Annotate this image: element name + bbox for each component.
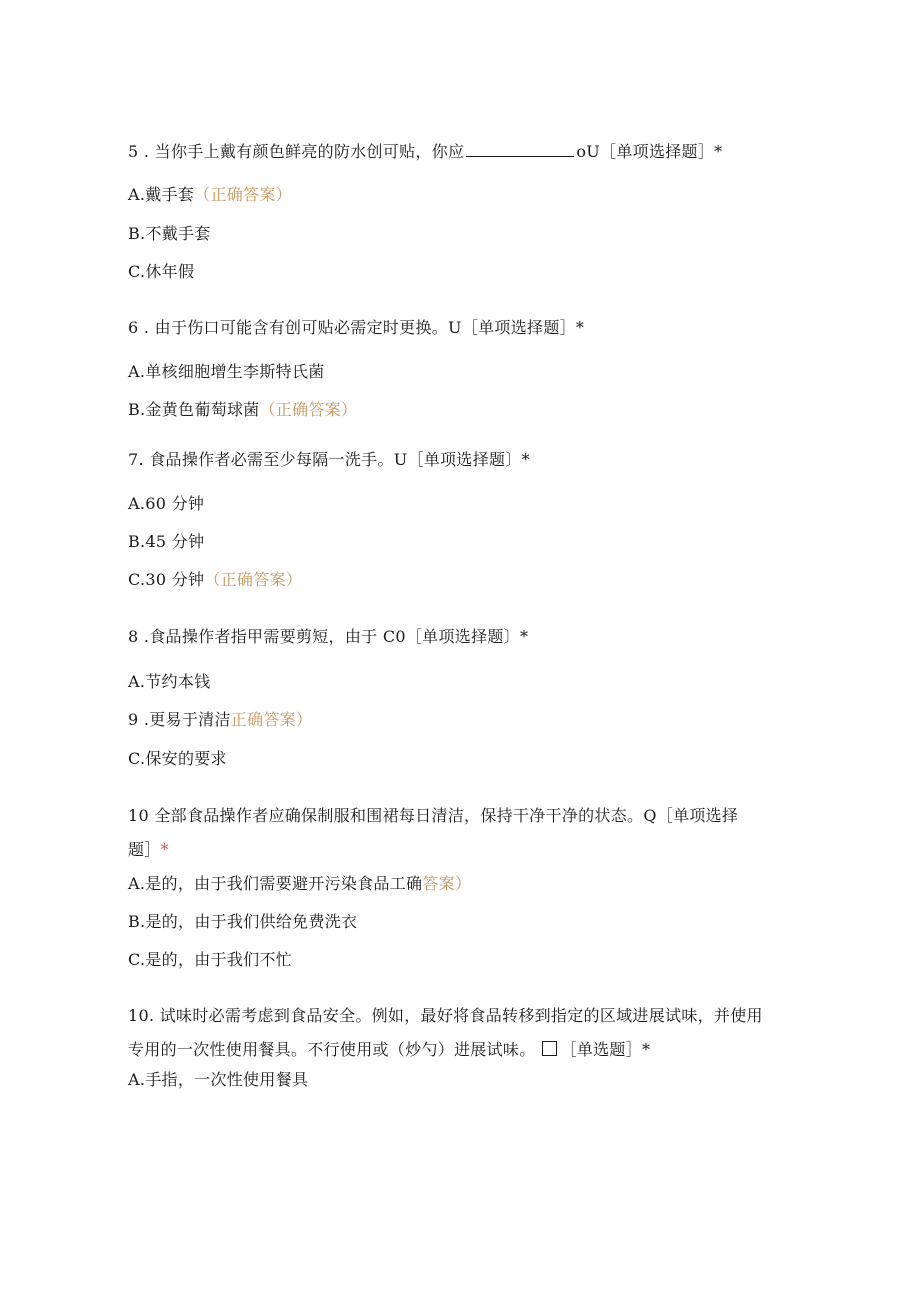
question-7-title [128,449,530,471]
question-number: 10 [128,806,149,825]
option-label: A.手指，一次性使用餐具 [128,1070,309,1089]
question-10b-title-cont [128,1039,650,1061]
option-label: C.保安的要求 [128,749,227,768]
question-text-suffix: oU［单项选择题］* [576,142,723,161]
option-label: B.金黄色葡萄球菌 [128,400,260,419]
option-10a-c[interactable] [128,949,292,971]
option-number: 9 [128,710,139,729]
question-text: 全部食品操作者应确保制服和围裙每日清洁，保持干净干净的状态。Q［单项选择 [148,806,739,825]
option-5-c[interactable] [128,261,194,283]
option-7-c[interactable] [128,569,302,591]
option-8-c[interactable] [128,748,227,770]
option-10a-b[interactable] [128,911,357,933]
required-mark: * [160,840,169,859]
option-label: A.单核细胞增生李斯特氏菌 [128,362,325,381]
correct-answer-mark: （正确答案） [194,185,292,204]
question-text: .食品操作者指甲需要剪短，由于 C0［单项选择题〕* [138,627,529,646]
option-label: A.节约本钱 [128,672,211,691]
option-label: C.休年假 [128,262,195,281]
option-label: A.是的，由于我们需要避开污染食品工确 [128,874,423,893]
correct-answer-mark: （正确答案） [204,570,303,589]
question-text: . 由于伤口可能含有创可贴必需定时更换。U［单项选择题］* [138,318,585,337]
question-text-cont: 专用的一次性使用餐具。不行使用或（炒勺）进展试味。 [128,1040,536,1059]
option-6-b[interactable] [128,399,357,421]
option-6-a[interactable] [128,361,325,383]
question-text: 10. 试味时必需考虑到食品安全。例如，最好将食品转移到指定的区域进展试味，并使用 [128,1006,763,1025]
question-5-title [128,141,722,163]
option-5-a[interactable] [128,184,292,206]
question-10a-title-cont [128,839,169,861]
option-label: .更易于清洁 [138,710,231,729]
question-number: 5 [128,142,139,161]
option-8-b[interactable] [128,709,312,731]
correct-answer-mark: 答案） [422,874,472,893]
option-5-b[interactable] [128,223,211,245]
checkbox-icon [542,1041,557,1056]
option-8-a[interactable] [128,671,210,693]
question-text: 7. 食品操作者必需至少每隔一洗手。U［单项选择题〕* [128,450,530,469]
question-number: 6 [128,318,139,337]
option-10a-a[interactable] [128,873,471,895]
correct-answer-mark: 正确答案） [230,710,313,729]
answer-blank [466,141,574,157]
question-10a-title [128,805,738,827]
option-label: C.30 分钟 [128,570,205,589]
option-7-b[interactable] [128,531,204,553]
question-10b-title [128,1005,763,1027]
option-label: C.是的，由于我们不忙 [128,950,293,969]
option-7-a[interactable] [128,493,204,515]
option-label: A.戴手套 [128,185,195,204]
option-label: B.45 分钟 [128,532,205,551]
question-text-cont: 题］ [128,840,161,859]
option-label: B.不戴手套 [128,224,211,243]
question-6-title [128,317,584,339]
question-number: 8 [128,627,139,646]
question-8-title [128,626,528,648]
option-label: B.是的，由于我们供给免费洗衣 [128,912,358,931]
question-text: . 当你手上戴有颜色鲜亮的防水创可贴，你应 [138,142,465,161]
correct-answer-mark: （正确答案） [259,400,358,419]
option-label: A.60 分钟 [128,494,205,513]
option-10b-a[interactable] [128,1069,308,1091]
question-text-suffix: ［单选题］* [560,1040,651,1059]
